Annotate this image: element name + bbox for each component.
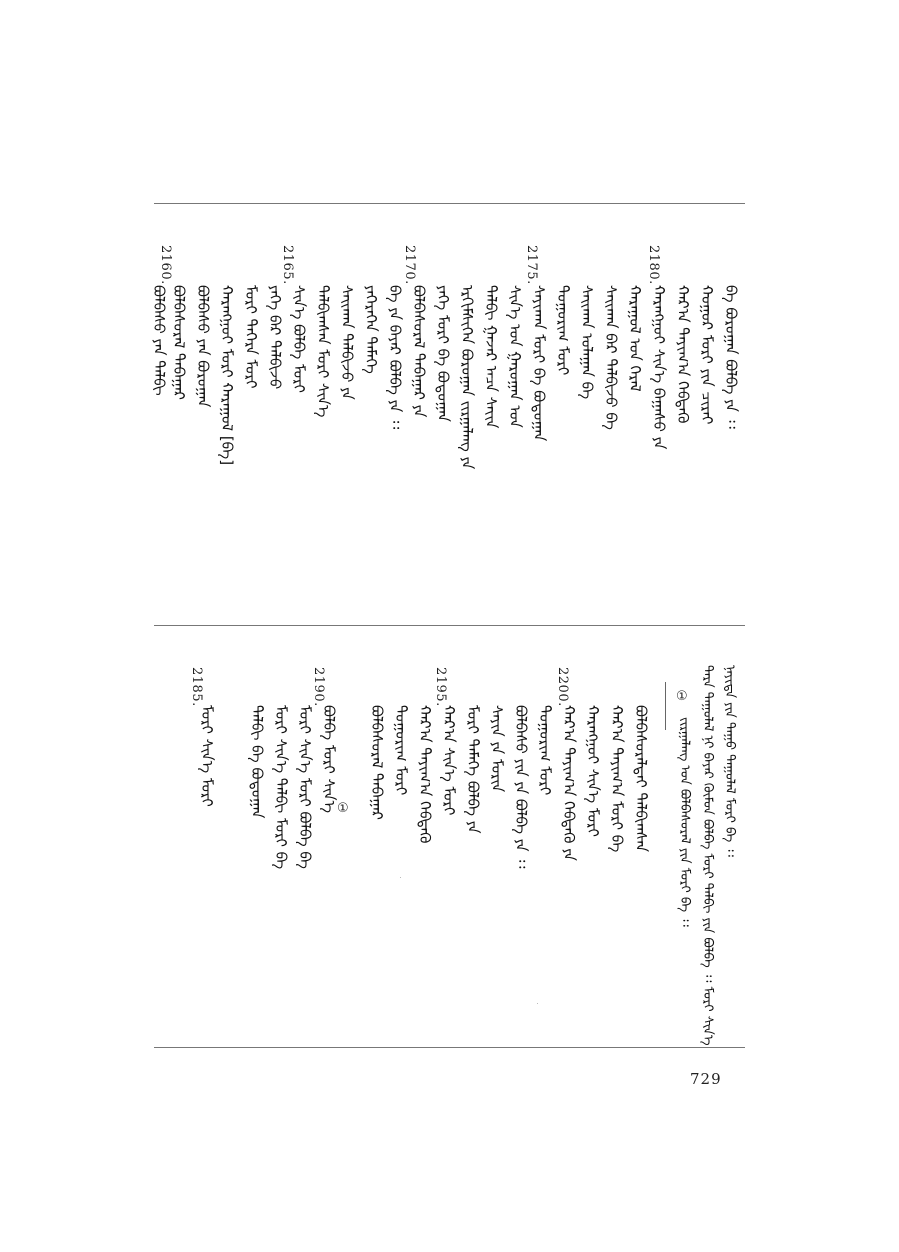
speck <box>537 1003 538 1004</box>
text-line: ᠪᠣᠯᠪᠠᠰᠤ ᠶᠠᠨ ᠲᠠᠯᠪᠢ <box>150 285 168 396</box>
line-number: 2190. <box>311 667 326 707</box>
text-line: ᠮᠣᠷᠢ ᠳᠡᠭᠡᠷᠡ ᠮᠣᠷᠢ <box>242 285 260 389</box>
text-line: ᠮᠣᠷᠢ ᠰᠢᠨ᠎ᠡ ᠮᠣᠷᠢ ᠪᠣᠯᠪᠠ ᠪᠠ <box>296 705 314 869</box>
bottom-rule <box>154 1047 745 1048</box>
text-line: ᠬᠠᠷ᠎ᠠ ᠲᠠᠶᠢᠭ᠎ᠠ ᠮᠣᠷᠢ ᠪᠠ <box>608 705 626 853</box>
text-line: ᠲᠠᠯᠪᠢ ᠪᠠ ᠪᠣᠳᠣᠭᠠᠨ <box>248 705 266 819</box>
footnote-line: ᠲᠡᠷᠡ ᠳᠠᠭᠤᠯᠠᠯ ᠨᠢ ᠪᠠᠶᠠᠷ ᠬᠦᠮᠦᠨ ᠪᠣᠯᠪᠠ ᠮᠣᠷᠢ ᠲᠠᠯᠪᠢ ᠶᠢᠨ ᠪᠣᠯᠪᠠ ᠄᠄ ᠮᠣᠷᠢ ᠰᠢᠨ᠎ᠡ <box>700 665 715 1046</box>
text-line: ᠰᠠᠶᠢᠨ ᠶᠠ ᠮᠣᠷᠢᠨ <box>488 705 506 793</box>
text-line: ᠰᠢᠨ᠎ᠡ ᠪᠣᠯᠪᠠ ᠮᠣᠷᠢ <box>290 285 308 393</box>
text-line: ᠰᠠᠢᠬᠠᠨ ᠲᠠᠯᠪᠢᠵᠤ ᠶᠠ <box>338 285 356 400</box>
text-line: ᠬᠠᠷᠠᠩᠭᠤᠢ ᠮᠣᠷᠢ ᠬᠠᠷᠠᠭᠤᠯ [ᠪᠠ] <box>218 285 236 466</box>
line-number: 2165. <box>280 245 295 285</box>
footnote-divider <box>665 682 666 730</box>
footnote-line: ᠨᠡᠶᠢᠲᠡ ᠶᠢᠨ ᠲᠠᠭᠤ ᠳᠠᠭᠤᠯᠠᠯ ᠮᠣᠷᠢ ᠪᠠ ᠄᠄ <box>722 665 737 857</box>
text-line: ᠬᠠᠷᠠᠭᠤᠯ ᠤᠨ ᠭᠡᠷᠡᠯ <box>626 285 644 392</box>
text-line: ᠬᠠᠷ᠎ᠠ ᠲᠠᠶᠢᠭ᠎ᠠ ᠬᠡᠪᠲᠡᠬᠦ ᠶᠠ <box>560 705 578 861</box>
text-line: ᠰᠢᠨ᠎ᠡ ᠤᠨ ᠭᠠᠷᠤᠭᠠᠨ ᠤᠨ <box>506 285 524 428</box>
text-line: ᠪᠣᠯᠪᠠᠰᠤ ᠶᠢᠨ ᠶᠠ ᠪᠣᠯᠪᠠ ᠶᠠ ᠄᠄ <box>512 705 530 869</box>
text-line: ᠪᠣᠯᠪᠠᠰᠤᠷᠠᠯ ᠲᠠᠪᠠᠭᠠᠷ <box>368 705 386 820</box>
text-line: ᠬᠤᠭᠤᠷ ᠮᠣᠷᠢ ᠶᠢᠨ ᠴᠢᠷᠠᠢ <box>698 285 716 425</box>
line-number: 2160. <box>158 245 173 285</box>
text-line: ᠪᠣᠯᠪᠠᠰᠤ ᠶᠠᠨ ᠪᠣᠷᠣᠭᠠᠨ <box>194 285 212 408</box>
line-number: 2180. <box>646 245 661 285</box>
text-line: ᠬᠠᠷ᠎ᠠ ᠲᠠᠶᠢᠭ᠎ᠠ ᠬᠡᠪᠲᠡᠬᠦ <box>416 705 434 844</box>
text-line: ᠡᠷᠬᠢᠮᠰᠢᠭᠡᠨ ᠪᠣᠷᠣᠭᠠᠨ ᠵᠢᠷᠭᠠᠯᠠᠩ ᠶᠠ <box>458 285 476 470</box>
text-line: ᠲᠠᠯᠪᠢ ᠭᠠᠵᠠᠷ ᠠᠴᠠ ᠰᠠᠶ᠋ᠢᠨ <box>482 285 500 429</box>
text-line: ᠬᠠᠷ᠎ᠠ ᠰᠢᠨ᠎ᠡ ᠮᠣᠷᠢ <box>440 705 458 816</box>
text-line: ᠲᠣᠭᠣᠷᠢᠭ ᠮᠣᠷᠢ <box>536 705 554 796</box>
text-line: ᠪᠠ ᠪᠣᠷᠣᠭᠠᠨ ᠪᠣᠯᠪᠠ ᠶᠠ ᠄᠄ <box>722 285 740 429</box>
text-line: ᠪᠣᠯᠪᠠᠰᠤᠷᠠᠯ ᠲᠠᠪᠠᠭᠠᠷ <box>170 285 188 400</box>
footnote-mark: ① <box>676 689 688 704</box>
text-line: ᠮᠣᠷᠢ ᠲᠡᠮᠡᠭᠡ ᠪᠣᠯᠪᠠ ᠶᠠ <box>464 705 482 834</box>
text-line: ᠶᠡᠬᠡ ᠪᠠᠷ ᠲᠠᠯᠪᠢᠵᠤ <box>266 285 284 390</box>
text-line: ᠶᠡᠬᠡ ᠮᠣᠷᠢ ᠪᠠ ᠪᠣᠳᠣᠭᠠᠨ <box>434 285 452 422</box>
page-number: 729 <box>690 1070 722 1088</box>
text-line: ᠪᠠ ᠶᠠ ᠪᠠᠶᠠᠷ ᠪᠣᠯᠪᠠ ᠶᠠ ᠄᠄ <box>386 285 404 430</box>
text-line: ᠰᠠᠶᠢᠬᠠᠨ ᠮᠣᠷᠢ ᠪᠠ ᠪᠣᠳᠣᠭᠠᠨ <box>530 285 548 442</box>
text-line: ᠶᠡᠬᠡᠷᠡᠭᠡᠨ ᠲᠡᠮᠡᠭᠡ <box>362 285 380 374</box>
line-number: 2195. <box>433 667 448 707</box>
text-line: ᠮᠣᠷᠢ ᠰᠢᠨ᠎ᠡ ᠮᠣᠷᠢ <box>198 705 216 807</box>
bottom-panel <box>154 625 745 1047</box>
line-number: 2170. <box>402 245 417 285</box>
text-line: ᠲᠠᠯᠪᠢᠭᠰᠠᠨ ᠮᠣᠷᠢ ᠰᠢᠨ᠎ᠡ <box>314 285 332 418</box>
top-panel <box>150 203 745 625</box>
text-line: ᠬᠠᠷᠠᠩᠭᠤᠢ ᠰᠢᠨ᠎ᠡ ᠮᠣᠷᠢ <box>584 705 602 837</box>
footnote-line: ᠵᠢᠷᠭᠠᠯᠠᠩ ᠤᠨ ᠪᠣᠯᠪᠠᠰᠤᠷᠠᠯ ᠶᠢᠨ ᠮᠣᠷᠢ ᠪᠠ ᠄᠄ <box>677 717 692 927</box>
text-line: ᠬᠠᠷᠠᠩᠭᠤᠢ ᠰᠢᠨ᠎ᠡ ᠪᠠᠭᠠᠰᠤ ᠶᠠ <box>650 285 668 450</box>
text-line: ᠪᠣᠯᠪᠠ ᠮᠣᠷᠢ ᠰᠢᠨ᠎ᠡ <box>320 705 338 813</box>
text-line: ᠬᠠᠷ᠎ᠠ ᠲᠠᠶᠢᠭ᠎ᠠ ᠬᠡᠪᠲᠡᠬᠦ <box>674 285 692 424</box>
footnote-mark: ① <box>337 801 349 816</box>
text-line: ᠰᠠᠢᠬᠠᠨ ᠤᠯᠠᠭᠠᠨ ᠪᠠ <box>578 285 596 400</box>
text-line: ᠪᠣᠯᠪᠠᠰᠤᠷᠠᠯ ᠲᠠᠪᠠᠭᠠᠷ ᠶᠠ <box>410 285 428 418</box>
text-line: ᠮᠣᠷᠢ ᠰᠢᠨ᠎ᠡ ᠲᠠᠯᠪᠢ ᠮᠣᠷᠢ ᠪᠠ <box>272 705 290 870</box>
line-number: 2175. <box>524 245 539 285</box>
text-line: ᠪᠣᠯᠪᠠᠰᠤᠷᠠᠯᠲᠠᠢ ᠲᠠᠯᠪᠢᠭᠰᠠᠨ <box>632 705 650 853</box>
text-line: ᠲᠣᠭᠣᠷᠢᠭ ᠮᠣᠷᠢ <box>554 285 572 376</box>
text-line: ᠲᠣᠭᠣᠷᠢᠭ ᠮᠣᠷᠢ <box>392 705 410 796</box>
line-number: 2185. <box>189 667 204 707</box>
line-number: 2200. <box>555 667 570 707</box>
speck <box>400 877 401 878</box>
text-line: ᠰᠠᠢᠬᠠᠨ ᠪᠠᠷ ᠲᠠᠯᠪᠢᠵᠤ ᠪᠠ <box>602 285 620 430</box>
